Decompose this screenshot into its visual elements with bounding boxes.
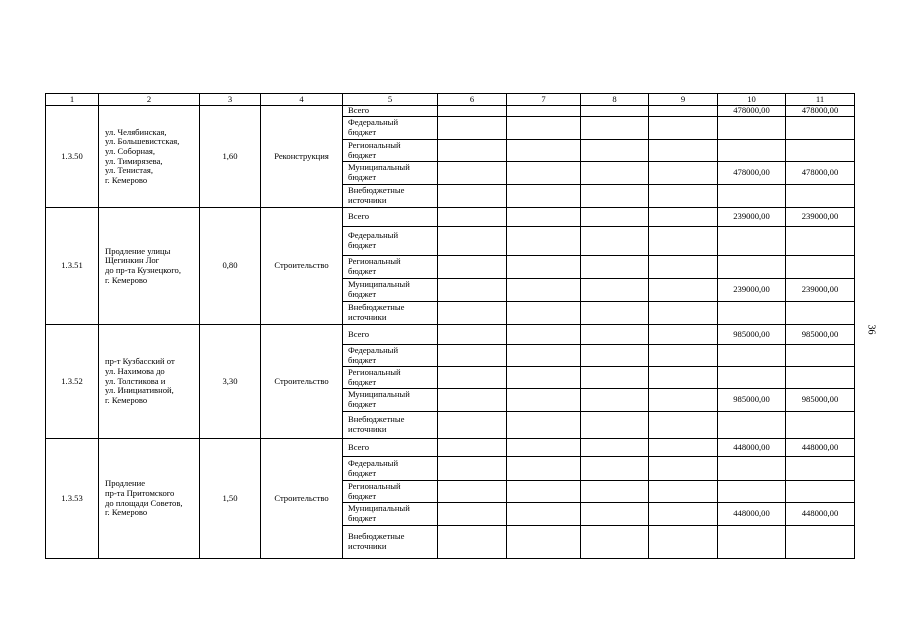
funding-source-line: бюджет — [348, 127, 377, 137]
empty-cell — [507, 367, 581, 389]
column-header: 10 — [718, 94, 786, 106]
funding-source-line: Всего — [348, 211, 370, 222]
value-col-11 — [786, 185, 855, 208]
empty-cell — [649, 457, 718, 481]
empty-cell — [507, 208, 581, 227]
empty-cell — [507, 526, 581, 559]
value-col-10 — [718, 526, 786, 559]
object-name-line: ул. Тимирязева, — [105, 155, 163, 166]
funding-source-line: бюджет — [348, 399, 377, 409]
column-header: 6 — [438, 94, 507, 106]
funding-source-line: Федеральный — [348, 344, 399, 355]
object-name-line: до площади Советов, — [105, 497, 183, 508]
item-number: 1.3.50 — [46, 106, 99, 208]
empty-cell — [649, 185, 718, 208]
empty-cell — [581, 208, 649, 227]
header-row — [46, 94, 855, 106]
empty-cell — [438, 208, 507, 227]
empty-cell — [507, 457, 581, 481]
empty-cell — [649, 140, 718, 162]
empty-cell — [649, 117, 718, 140]
empty-cell — [649, 503, 718, 526]
object-name-line: г. Кемерово — [105, 274, 148, 285]
funding-source-line: Федеральный — [348, 117, 399, 128]
funding-source — [343, 227, 438, 256]
empty-cell — [581, 117, 649, 140]
value-col-11: 985000,00 — [786, 389, 855, 412]
funding-source-line: бюджет — [348, 513, 377, 523]
empty-cell — [581, 526, 649, 559]
value-col-10: 239000,00 — [718, 208, 786, 227]
empty-cell — [507, 345, 581, 367]
empty-cell — [438, 140, 507, 162]
table-row — [46, 106, 855, 117]
object-name-line: ул. Тенистая, — [105, 165, 154, 176]
value-col-11: 448000,00 — [786, 439, 855, 457]
funding-source-line: Всего — [348, 441, 370, 452]
value-col-11 — [786, 302, 855, 325]
funding-source — [343, 345, 438, 367]
empty-cell — [581, 227, 649, 256]
value-col-11 — [786, 526, 855, 559]
empty-cell — [438, 162, 507, 185]
empty-cell — [581, 279, 649, 302]
empty-cell — [649, 106, 718, 117]
funding-source — [343, 367, 438, 389]
object-name-line: г. Кемерово — [105, 174, 148, 185]
item-number: 1.3.53 — [46, 439, 99, 559]
funding-source-line: Всего — [348, 105, 370, 116]
funding-source-line: бюджет — [348, 289, 377, 299]
funding-source-line: бюджет — [348, 490, 377, 501]
value-col-11: 985000,00 — [786, 325, 855, 345]
value-col-11 — [786, 367, 855, 389]
value-col-11 — [786, 140, 855, 162]
funding-source — [343, 439, 438, 457]
table-row — [46, 439, 855, 457]
funding-source-line: Региональный — [348, 256, 401, 267]
empty-cell — [438, 345, 507, 367]
empty-cell — [581, 325, 649, 345]
value-col-10 — [718, 185, 786, 208]
empty-cell — [507, 481, 581, 503]
value-col-11: 478000,00 — [786, 106, 855, 117]
empty-cell — [438, 457, 507, 481]
object-name-line: пр-та Притомского — [105, 487, 175, 498]
value-col-10 — [718, 140, 786, 162]
funding-source-line: Внебюджетные — [348, 302, 405, 313]
empty-cell — [438, 325, 507, 345]
value-col-10: 985000,00 — [718, 325, 786, 345]
value-col-10 — [718, 256, 786, 279]
object-name-line: г. Кемерово — [105, 394, 148, 405]
funding-source — [343, 106, 438, 117]
table-row — [46, 208, 855, 227]
object-name — [99, 106, 200, 208]
object-length: 1,60 — [200, 106, 261, 208]
funding-source — [343, 389, 438, 412]
empty-cell — [581, 389, 649, 412]
value-col-10 — [718, 481, 786, 503]
column-header: 5 — [343, 94, 438, 106]
empty-cell — [438, 367, 507, 389]
funding-source-line: Федеральный — [348, 457, 399, 468]
value-col-10 — [718, 302, 786, 325]
object-name-line: ул. Соборная, — [105, 145, 156, 156]
value-col-11 — [786, 345, 855, 367]
funding-source — [343, 325, 438, 345]
value-col-11 — [786, 412, 855, 439]
funding-source-line: Федеральный — [348, 230, 399, 241]
funding-source — [343, 140, 438, 162]
funding-source-line: Муниципальный — [348, 162, 410, 173]
empty-cell — [649, 389, 718, 412]
empty-cell — [649, 208, 718, 227]
empty-cell — [507, 256, 581, 279]
value-col-10 — [718, 345, 786, 367]
empty-cell — [507, 302, 581, 325]
empty-cell — [581, 367, 649, 389]
work-type: Реконструкция — [261, 106, 343, 208]
empty-cell — [649, 162, 718, 185]
empty-cell — [438, 117, 507, 140]
empty-cell — [581, 302, 649, 325]
object-name-line: до пр-та Кузнецкого, — [105, 265, 181, 275]
funding-source-line: источники — [348, 424, 387, 434]
object-length: 0,80 — [200, 208, 261, 325]
empty-cell — [649, 302, 718, 325]
empty-cell — [438, 503, 507, 526]
funding-source-line: бюджет — [348, 149, 377, 160]
funding-source — [343, 302, 438, 325]
object-length: 3,30 — [200, 325, 261, 439]
funding-source — [343, 208, 438, 227]
value-col-11: 448000,00 — [786, 503, 855, 526]
funding-source — [343, 185, 438, 208]
empty-cell — [649, 279, 718, 302]
funding-source-line: источники — [348, 312, 387, 322]
empty-cell — [438, 526, 507, 559]
empty-cell — [438, 302, 507, 325]
empty-cell — [507, 439, 581, 457]
value-col-10 — [718, 457, 786, 481]
object-name-line: Щегинкин Лог — [105, 255, 160, 266]
funding-source-line: Региональный — [348, 139, 401, 150]
value-col-11 — [786, 481, 855, 503]
value-col-10 — [718, 412, 786, 439]
object-name-line: Продление улицы — [105, 245, 171, 256]
empty-cell — [649, 481, 718, 503]
value-col-11: 239000,00 — [786, 208, 855, 227]
value-col-10 — [718, 117, 786, 140]
funding-source-line: Внебюджетные — [348, 531, 405, 542]
empty-cell — [438, 279, 507, 302]
value-col-11 — [786, 117, 855, 140]
empty-cell — [581, 481, 649, 503]
empty-cell — [581, 457, 649, 481]
empty-cell — [507, 227, 581, 256]
funding-source — [343, 162, 438, 185]
column-header: 7 — [507, 94, 581, 106]
funding-source — [343, 256, 438, 279]
object-name — [99, 208, 200, 325]
funding-source-line: бюджет — [348, 172, 377, 182]
empty-cell — [438, 256, 507, 279]
funding-source-line: бюджет — [348, 376, 377, 387]
funding-source-line: бюджет — [348, 240, 377, 250]
value-col-11 — [786, 457, 855, 481]
empty-cell — [507, 412, 581, 439]
empty-cell — [649, 256, 718, 279]
empty-cell — [581, 106, 649, 117]
funding-source-line: Внебюджетные — [348, 414, 405, 425]
column-header: 9 — [649, 94, 718, 106]
empty-cell — [649, 526, 718, 559]
object-name — [99, 439, 200, 559]
value-col-11: 478000,00 — [786, 162, 855, 185]
object-name-line: г. Кемерово — [105, 507, 148, 518]
work-type: Строительство — [261, 439, 343, 559]
funding-source — [343, 457, 438, 481]
empty-cell — [438, 481, 507, 503]
object-length: 1,50 — [200, 439, 261, 559]
empty-cell — [507, 185, 581, 208]
empty-cell — [438, 227, 507, 256]
funding-source-line: бюджет — [348, 354, 377, 365]
empty-cell — [438, 106, 507, 117]
empty-cell — [507, 117, 581, 140]
column-header: 2 — [99, 94, 200, 106]
empty-cell — [649, 367, 718, 389]
column-header: 4 — [261, 94, 343, 106]
column-header: 1 — [46, 94, 99, 106]
empty-cell — [581, 185, 649, 208]
funding-source — [343, 503, 438, 526]
empty-cell — [507, 279, 581, 302]
value-col-10 — [718, 367, 786, 389]
table-row — [46, 325, 855, 345]
budget-table — [45, 93, 855, 559]
empty-cell — [507, 106, 581, 117]
empty-cell — [649, 412, 718, 439]
funding-source-line: Региональный — [348, 366, 401, 377]
funding-source-line: источники — [348, 541, 387, 551]
column-header: 11 — [786, 94, 855, 106]
object-name-line: Продление — [105, 478, 146, 489]
value-col-10: 239000,00 — [718, 279, 786, 302]
funding-source — [343, 526, 438, 559]
empty-cell — [581, 345, 649, 367]
value-col-10: 478000,00 — [718, 106, 786, 117]
empty-cell — [507, 503, 581, 526]
object-name-line: ул. Нахимова до — [105, 366, 165, 377]
funding-source-line: Региональный — [348, 480, 401, 491]
empty-cell — [649, 325, 718, 345]
value-col-10: 448000,00 — [718, 503, 786, 526]
funding-source-line: бюджет — [348, 266, 377, 276]
page-number: 36 — [865, 324, 877, 335]
object-name-line: ул. Инициативной, — [105, 385, 174, 396]
value-col-11 — [786, 227, 855, 256]
funding-source-line: Муниципальный — [348, 279, 410, 290]
column-header: 3 — [200, 94, 261, 106]
empty-cell — [507, 325, 581, 345]
empty-cell — [649, 227, 718, 256]
value-col-10: 448000,00 — [718, 439, 786, 457]
item-number: 1.3.52 — [46, 325, 99, 439]
object-name-line: пр-т Кузбасский от — [105, 356, 175, 367]
funding-source-line: источники — [348, 195, 387, 205]
value-col-11: 239000,00 — [786, 279, 855, 302]
object-name-line: ул. Большевистская, — [105, 136, 180, 147]
empty-cell — [649, 345, 718, 367]
empty-cell — [438, 389, 507, 412]
empty-cell — [581, 439, 649, 457]
work-type: Строительство — [261, 208, 343, 325]
work-type: Строительство — [261, 325, 343, 439]
item-number: 1.3.51 — [46, 208, 99, 325]
empty-cell — [438, 439, 507, 457]
object-name-line: ул. Челябинская, — [105, 126, 167, 137]
empty-cell — [581, 256, 649, 279]
empty-cell — [438, 412, 507, 439]
funding-source — [343, 412, 438, 439]
empty-cell — [581, 412, 649, 439]
empty-cell — [581, 503, 649, 526]
funding-source — [343, 279, 438, 302]
value-col-10 — [718, 227, 786, 256]
empty-cell — [581, 162, 649, 185]
empty-cell — [438, 185, 507, 208]
empty-cell — [507, 389, 581, 412]
column-header: 8 — [581, 94, 649, 106]
funding-source — [343, 117, 438, 140]
funding-source-line: Всего — [348, 328, 370, 339]
empty-cell — [649, 439, 718, 457]
funding-source-line: бюджет — [348, 467, 377, 478]
value-col-10: 478000,00 — [718, 162, 786, 185]
object-name-line: ул. Толстикова и — [105, 375, 166, 386]
funding-source-line: Муниципальный — [348, 503, 410, 514]
empty-cell — [581, 140, 649, 162]
object-name — [99, 325, 200, 439]
funding-source-line: Муниципальный — [348, 389, 410, 400]
funding-source-line: Внебюджетные — [348, 185, 405, 196]
value-col-11 — [786, 256, 855, 279]
empty-cell — [507, 162, 581, 185]
funding-source — [343, 481, 438, 503]
value-col-10: 985000,00 — [718, 389, 786, 412]
empty-cell — [507, 140, 581, 162]
